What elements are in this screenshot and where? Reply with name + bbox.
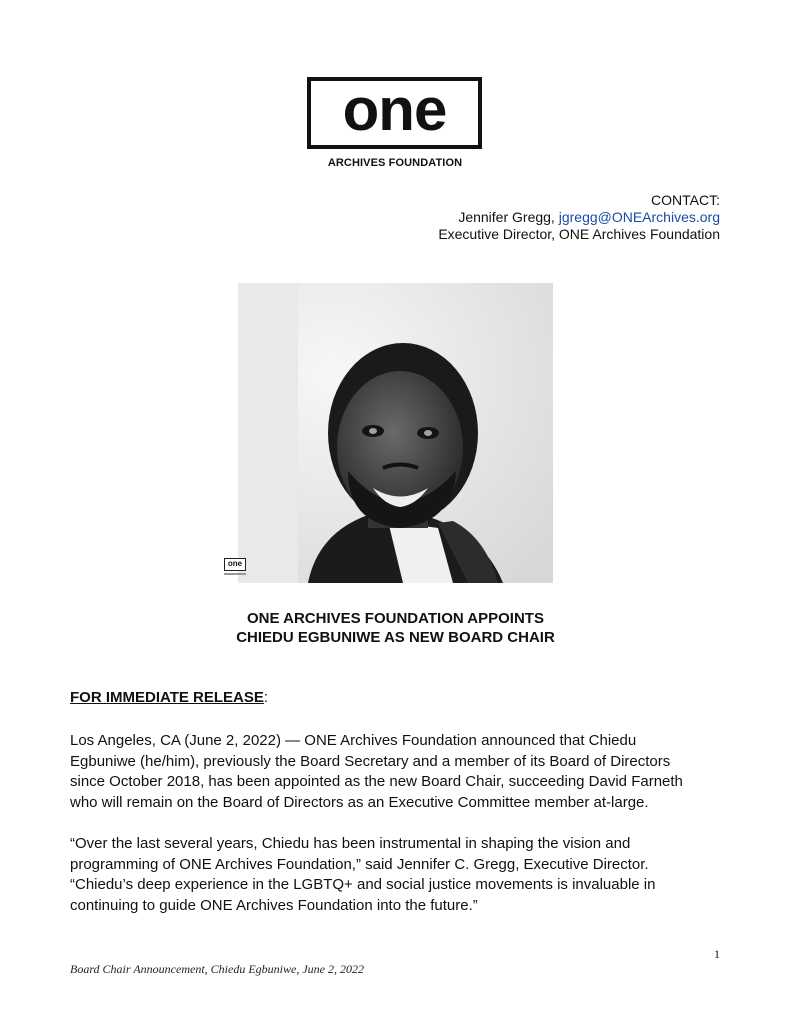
paragraph-line: “Over the last several years, Chiedu has been instrumental in shaping the vision and <box>70 835 631 852</box>
headline <box>0 609 791 647</box>
page-footer: Board Chair Announcement, Chiedu Egbuniwe, June 2, 2022 <box>70 962 364 976</box>
paragraph-line: Egbuniwe (he/him), previously the Board Secretary and a member of its Board of Directors <box>70 752 671 770</box>
paragraph-line: since October 2018, has been appointed as the new Board Chair, succeeding David Farneth <box>70 773 683 791</box>
portrait-photo <box>238 283 553 583</box>
paragraph-line: “Chiedu’s deep experience in the LGBTQ+ and social justice movements is invaluable in <box>70 876 656 894</box>
release-label <box>70 689 268 707</box>
logo-word: one <box>342 76 447 143</box>
logo-subtitle: ARCHIVES FOUNDATION <box>327 157 463 169</box>
paragraph-line: who will remain on the Board of Directors as an Executive Committee member at-large. <box>70 793 649 811</box>
contact-name: Jennifer Gregg, <box>458 209 559 225</box>
paragraph-line: continuing to guide ONE Archives Foundation into the future.” <box>70 896 478 914</box>
release-label-text: FOR IMMEDIATE RELEASE <box>70 689 264 706</box>
logo <box>307 77 482 149</box>
paragraph-announcement <box>70 731 730 813</box>
headline-line-1: ONE ARCHIVES FOUNDATION APPOINTS <box>247 610 544 627</box>
contact-block <box>438 192 720 243</box>
paragraph-line: programming of ONE Archives Foundation,” said Jennifer C. Gregg, Executive Director. <box>70 855 649 873</box>
contact-title: Executive Director, ONE Archives Foundation <box>438 226 720 242</box>
contact-label: CONTACT: <box>651 192 720 208</box>
photo-badge-logo: one <box>224 558 246 571</box>
paragraph-line: Los Angeles, CA (June 2, 2022) — ONE Archives Foundation announced that Chiedu <box>70 732 637 749</box>
contact-name-line <box>438 209 720 226</box>
paragraph-quote <box>70 834 730 916</box>
portrait-illustration <box>238 283 553 583</box>
page-number: 1 <box>714 947 720 961</box>
photo-badge-underline <box>224 573 246 575</box>
release-label-colon: : <box>263 689 269 706</box>
headline-line-2: CHIEDU EGBUNIWE AS NEW BOARD CHAIR <box>236 629 555 646</box>
contact-email-link[interactable]: jgregg@ONEArchives.org <box>558 209 720 225</box>
